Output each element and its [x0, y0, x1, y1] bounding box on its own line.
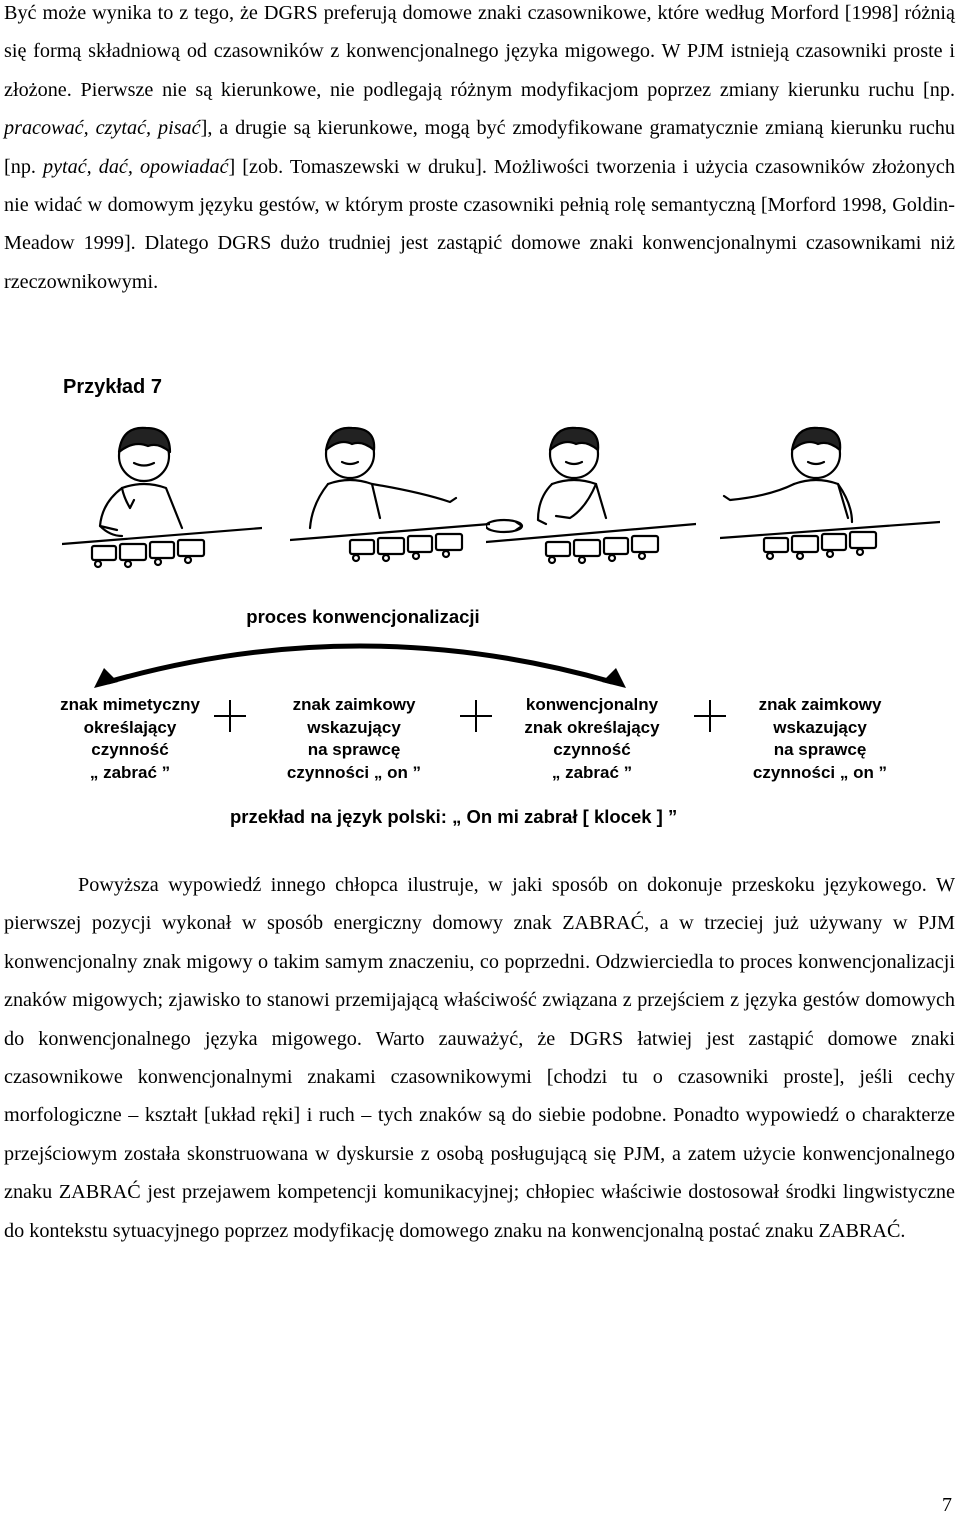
p1-italic-2: pytać, dać, opowiadać	[42, 155, 229, 178]
plus-icon	[214, 700, 246, 732]
figure-title: Przykład 7	[63, 376, 162, 398]
sign-2-line-2: wskazujący	[307, 717, 401, 737]
sign-1-line-4: „ zabrać ”	[89, 762, 171, 782]
sign-label-2	[254, 694, 454, 784]
p1-text-3: ] [zob. Tomaszewski w druku]. Możliwości tworzenia i użycia czasowników złożonych nie widać w domowym języku gestów, w którym proste czasowniki pełnią rolę semantyczną [Morford 1998, Goldin-Meadow 1999]. Dlatego DGRS dużo trudniej jest zastąpić domowe znaki konwencjonalnymi czasownikami niż rzeczownikowymi.	[4, 155, 955, 293]
illustration-panel-3	[486, 418, 696, 588]
process-label: proces konwencjonalizacji	[246, 606, 480, 627]
illustration-panel-2	[290, 418, 490, 588]
sign-1-line-2: określający	[83, 717, 177, 737]
sign-1-line-1: znak mimetyczny	[60, 695, 200, 714]
illustration-panel-4	[720, 418, 940, 588]
sign-3-line-2: znak określający	[524, 717, 660, 737]
sign-4-line-2: wskazujący	[773, 717, 867, 737]
page-number: 7	[942, 1494, 952, 1516]
paragraph-2: Powyższa wypowiedź innego chłopca ilustruje, w jaki sposób on dokonuje przeskoku językowego. W pierwszej pozycji wykonał w sposób energiczny domowy znak ZABRAĆ, a w trzeciej już używany w PJM konwencjonalny znak migowy o takim samym znaczeniu, co poprzedni. Odzwierciedla to proces konwencjonalizacji znaków migowych; zjawisko to stanowi przemijającą właściwość związana z przejściem z języka gestów domowych do konwencjonalnego języka migowego. Warto zauważyć, że DGRS łatwiej jest zastąpić domowe znaki czasownikowe konwencjonalnymi znakami czasownikowymi [chodzi tu o czasowniki proste], jeśli cechy morfologiczne – kształt [układ ręki] i ruch – tych znaków są do siebie podobne. Ponadto wypowiedź o charakterze przejściowym została skonstruowana w dyskursie z osobą posługującą się PJM, a zatem użycie konwencjonalnego znaku ZABRAĆ jest przejawem kompetencji komunikacyjnej; chłopiec właściwie dostosował środki lingwistyczne do kontekstu sytuacyjnego poprzez modyfikację domowego znaku na konwencjonalną postać znaku ZABRAĆ.	[4, 874, 955, 1242]
p1-text-2: ], a drugie są kierunkowe, mogą być zmodyfikowane gramatycznie zmianą kierunku ruchu [np.	[4, 117, 955, 178]
sign-4-line-4: czynności „ on ”	[752, 762, 888, 782]
sign-4-line-1: znak zaimkowy	[758, 695, 882, 714]
sign-2-line-4: czynności „ on ”	[286, 762, 422, 782]
sign-1-line-3: czynność	[91, 740, 169, 759]
p1-italic-1: pracować, czytać, pisać	[4, 117, 201, 140]
paragraph-1	[4, 0, 955, 301]
sign-label-1	[30, 694, 230, 784]
sign-4-line-3: na sprawcę	[773, 740, 867, 759]
sign-3-line-3: czynność	[553, 740, 631, 759]
illustration-panel-1	[62, 418, 262, 588]
sign-3-line-4: „ zabrać ”	[551, 762, 633, 782]
sign-2-line-3: na sprawcę	[307, 740, 401, 759]
plus-icon	[460, 700, 492, 732]
double-arrow-icon	[90, 630, 630, 690]
sign-3-line-1: konwencjonalny	[525, 695, 659, 714]
translation-caption: przekład na język polski: „ On mi zabrał [ klocek ] ”	[230, 806, 678, 827]
sign-label-4	[720, 694, 920, 784]
sign-label-3	[492, 694, 692, 784]
p1-text-1: Być może wynika to z tego, że DGRS preferują domowe znaki czasownikowe, które według Morford [1998] różnią się formą składniową od czasowników z konwencjonalnego języka migowego. W PJM istnieją czasowniki proste i złożone. Pierwsze nie są kierunkowe, nie podlegają różnym modyfikacjom poprzez zmiany kierunku ruchu [np.	[4, 2, 955, 101]
sign-2-line-1: znak zaimkowy	[292, 695, 416, 714]
